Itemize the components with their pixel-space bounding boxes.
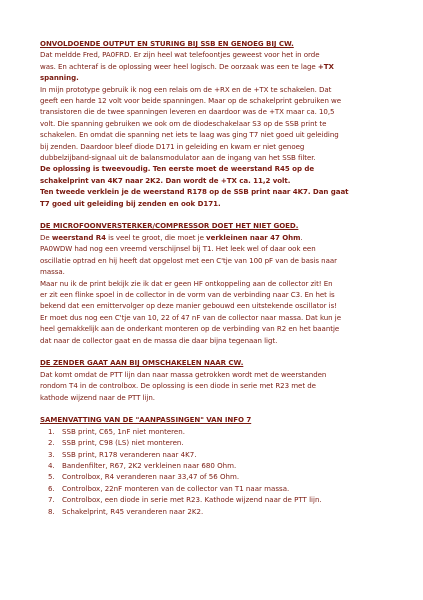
- bold-text: spanning.: [40, 73, 79, 83]
- paragraph-line: [40, 61, 389, 72]
- paragraph-line: geeft een harde 12 volt voor beide spanningen. Maar op de schakelprint gebruiken we: [40, 96, 342, 106]
- paragraph-line: rondom T4 in de controlbox. De oplossing is een diode in serie met R23 met de: [40, 381, 316, 391]
- bold-text: weerstand R4: [51, 232, 106, 242]
- paragraph-line: schakelen. En omdat die spanning net iets te laag was ging T7 niet goed uit geleiding: [40, 130, 339, 140]
- paragraph-line: bij zenden. Daardoor bleef diode D171 in geleiding en kwam er niet genoeg: [40, 141, 305, 151]
- list-item-text: SSB print, C98 (LS) niet monteren.: [62, 438, 184, 448]
- text-span: .: [300, 232, 303, 242]
- spacer: [40, 209, 389, 220]
- list-item-text: Schakelprint, R45 veranderen naar 2K2.: [62, 506, 204, 516]
- paragraph-line: er zit een flinke spoel in de collector in de vorm van de verbinding naar C3. En het is: [40, 289, 335, 299]
- paragraph-line: PA0WDW had nog een vreemd verschijnsel bij T1. Het leek wel of daar ook een: [40, 244, 316, 254]
- list-item-text: Controlbox, 22nF monteren van de collector van T1 naar massa.: [62, 483, 290, 493]
- list-item-text: Controlbox, een diode in serie met R23. Kathode wijzend naar de PTT lijn.: [62, 495, 322, 505]
- paragraph-line: dubbelzijband-signaal uit de balansmodulator aan de ingang van het SSB filter.: [40, 153, 316, 163]
- paragraph-line: Dat meldde Fred, PA0FRD. Er zijn heel wat telefoontjes geweest voor het in orde: [40, 50, 320, 60]
- list-item: [48, 506, 389, 517]
- text-span: De: [40, 232, 52, 242]
- bold-line: De oplossing is tweevoudig. Ten eerste moet de weerstand R45 op de: [40, 164, 315, 174]
- list-item-text: Bandenfilter, R67, 2K2 verkleinen naar 680 Ohm.: [62, 460, 237, 470]
- paragraph-line: In mijn prototype gebruik ik nog een relais om de +RX en de +TX te schakelen. Dat: [40, 84, 332, 94]
- paragraph-line: Er moet dus nog een C'tje van 10, 22 of 47 nF van de collector naar massa. Dat kun je: [40, 312, 341, 322]
- list-item-text: SSB print, R178 veranderen naar 4K7.: [62, 449, 197, 459]
- list-number: 6.: [48, 483, 55, 493]
- paragraph-line: massa.: [40, 267, 65, 277]
- bold-line: schakelprint van 4K7 naar 2K2. Dan wordt de +TX ca. 11,2 volt.: [40, 175, 291, 185]
- list-item-text: Controlbox, R4 veranderen naar 33,47 of 56 Ohm.: [62, 472, 240, 482]
- paragraph-line: volt. Die spanning gebruiken we ook om de diodeschakelaar S3 op de SSB print te: [40, 118, 327, 128]
- paragraph-line: kathode wijzend naar de PTT lijn.: [40, 392, 155, 402]
- list-item: [48, 426, 389, 437]
- section-heading-output: ONVOLDOENDE OUTPUT EN STURING BIJ SSB EN GENOEG BIJ CW.: [40, 39, 294, 48]
- list-item: [48, 471, 389, 482]
- list-item: [48, 449, 389, 460]
- summary-list: [40, 426, 389, 517]
- bold-line: T7 goed uit geleiding bij zenden en ook D171.: [40, 198, 221, 208]
- bold-text: +TX: [317, 61, 334, 71]
- list-number: 7.: [48, 495, 55, 505]
- list-item-text: SSB print, C65, 1nF niet monteren.: [62, 426, 185, 436]
- paragraph-line: Dat komt omdat de PTT lijn dan naar massa getrokken wordt met de weerstanden: [40, 369, 327, 379]
- list-item: [48, 460, 389, 471]
- list-number: 3.: [48, 449, 55, 459]
- list-number: 4.: [48, 460, 55, 470]
- section-heading-microphone: DE MICROFOONVERSTERKER/COMPRESSOR DOET HET NIET GOED.: [40, 221, 299, 231]
- bold-line: Ten tweede verklein je de weerstand R178 op de SSB print naar 4K7. Dan gaat: [40, 187, 349, 197]
- section-heading-cw: DE ZENDER GAAT AAN BIJ OMSCHAKELEN NAAR CW.: [40, 358, 244, 368]
- paragraph-line: dat naar de collector gaat en de massa die daar bijna tegenaan ligt.: [40, 335, 278, 345]
- section-heading-summary: SAMENVATTING VAN DE "AANPASSINGEN" VAN INFO 7: [40, 415, 252, 425]
- paragraph-line: [40, 232, 389, 243]
- paragraph-line: heel gemakkelijk aan de onderkant monteren op de verbinding van R2 en het baantje: [40, 324, 340, 334]
- list-item: [48, 494, 389, 505]
- spacer: [40, 346, 389, 357]
- list-item: [48, 437, 389, 448]
- spacer: [40, 403, 389, 414]
- text-span: is veel te groot, die moet je: [105, 232, 207, 242]
- text-span: was. En achteraf is de oplossing weer heel logisch. De oorzaak was een te lage: [40, 61, 318, 71]
- list-item: [48, 483, 389, 494]
- list-number: 1.: [48, 426, 55, 436]
- paragraph-line: oscillatie optrad en hij heeft dat opgelost met een C'tje van 100 pF van de basis naar: [40, 255, 337, 265]
- paragraph-line: Maar nu ik de print bekijk zie ik dat er geen HF ontkoppeling aan de collector zit! En: [40, 278, 333, 288]
- list-number: 5.: [48, 472, 55, 482]
- paragraph-line: bekend dat een emittervolger op deze manier gebouwd een uitstekende oscillator is!: [40, 301, 337, 311]
- bold-text: verkleinen naar 47 Ohm: [206, 232, 301, 242]
- list-number: 2.: [48, 438, 55, 448]
- paragraph-line: transistoren die de twee spanningen leveren en daardoor was de +TX maar ca. 10,5: [40, 107, 335, 117]
- list-number: 8.: [48, 506, 55, 516]
